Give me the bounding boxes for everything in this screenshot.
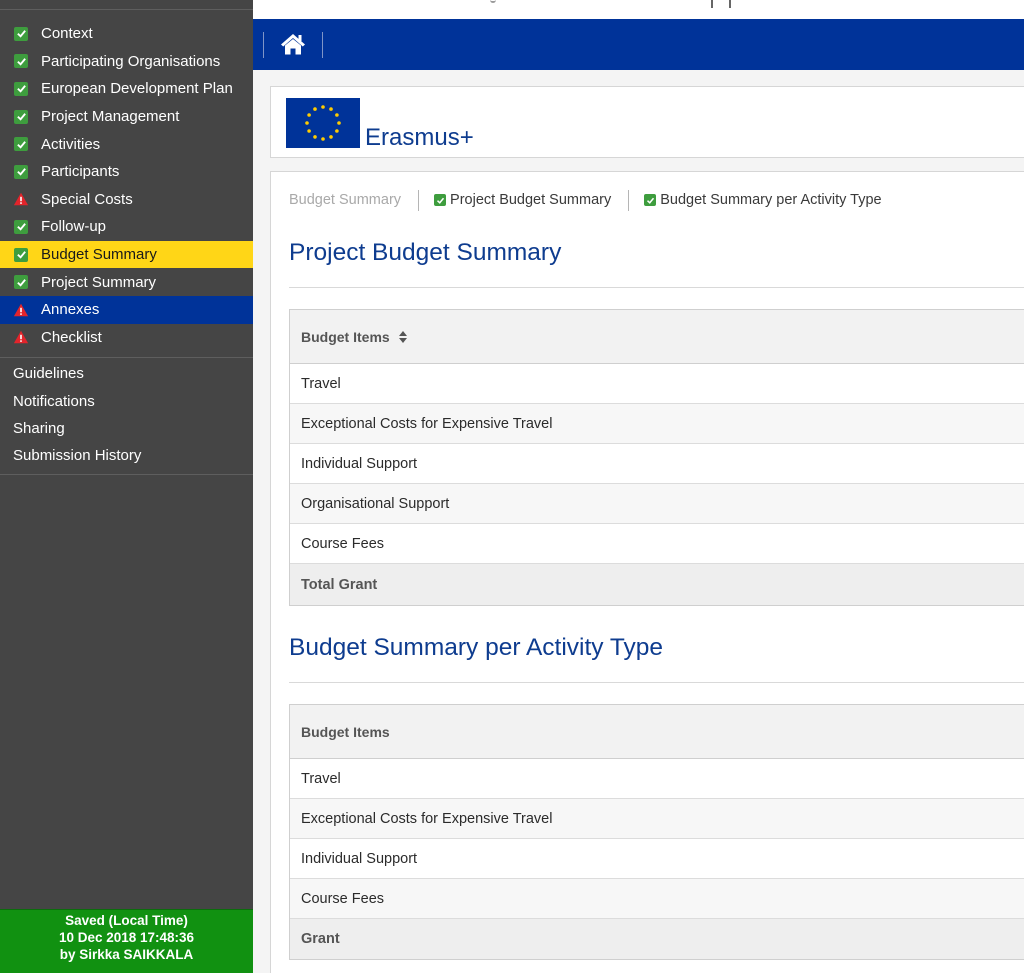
activity-budget-summary-title: Budget Summary per Activity Type	[289, 634, 664, 661]
sidebar-item-activities[interactable]	[0, 130, 253, 158]
sidebar-item-submission-history[interactable]: Submission History	[13, 447, 142, 465]
brand-header	[270, 86, 1024, 158]
sidebar-item-label: Participants	[41, 163, 120, 181]
sidebar-top-divider	[0, 9, 253, 10]
sidebar-item-special-costs[interactable]	[0, 186, 253, 214]
checkmark-icon	[13, 219, 29, 235]
sidebar-item-guidelines[interactable]: Guidelines	[13, 365, 84, 383]
sidebar-item-label: Participating Organisations	[41, 52, 221, 70]
column-header-budget-items[interactable]: Budget Items	[301, 328, 390, 345]
checkmark-icon	[13, 26, 29, 42]
checkmark-icon	[13, 81, 29, 97]
sidebar-divider	[0, 357, 253, 358]
table-row: Individual Support	[290, 444, 1024, 484]
sidebar-item-follow-up[interactable]	[0, 213, 253, 241]
brand-title: Erasmus+	[365, 124, 474, 151]
sidebar-item-label: Follow-up	[41, 218, 107, 236]
saved-status-timestamp: 10 Dec 2018 17:48:36	[58, 930, 195, 945]
table-total-row: Total Grant	[290, 564, 1024, 604]
sidebar-item-label: Project Management	[41, 108, 180, 126]
subnav-link-project-budget-summary[interactable]	[434, 192, 611, 208]
checkmark-icon	[13, 53, 29, 69]
sidebar-item-project-management[interactable]	[0, 103, 253, 131]
table-row: Travel	[290, 364, 1024, 404]
decorative-mark	[711, 0, 713, 8]
sidebar-item-label: Checklist	[41, 328, 102, 346]
sidebar-item-label: Activities	[41, 135, 101, 153]
sidebar-item-notifications[interactable]: Notifications	[13, 392, 95, 410]
sidebar-nav	[0, 20, 253, 351]
sidebar-secondary-nav	[0, 360, 253, 470]
sidebar-item-european-development-plan[interactable]	[0, 75, 253, 103]
table-row: Course Fees	[290, 879, 1024, 919]
saved-status	[0, 909, 253, 973]
subnav-divider	[418, 190, 419, 211]
sidebar-item-label: Project Summary	[41, 273, 157, 291]
column-header-budget-items: Budget Items	[301, 723, 390, 740]
sidebar-item-project-summary[interactable]	[0, 268, 253, 296]
sidebar-item-label: Context	[41, 25, 93, 43]
sidebar-item-label: Special Costs	[41, 190, 133, 208]
checkmark-icon	[434, 194, 446, 206]
sidebar-item-context[interactable]	[0, 20, 253, 48]
sidebar-item-participating-organisations[interactable]	[0, 48, 253, 76]
section-subnav	[289, 189, 882, 211]
subnav-link-label: Budget Summary per Activity Type	[660, 192, 882, 208]
sidebar-item-label: Budget Summary	[41, 246, 157, 264]
checkmark-icon	[13, 164, 29, 180]
top-navigation-bar	[253, 19, 1024, 70]
decorative-mark	[490, 0, 496, 3]
checkmark-icon	[13, 247, 29, 263]
project-budget-table	[289, 309, 1024, 606]
table-row: Travel	[290, 759, 1024, 799]
subnav-link-budget-summary-per-activity-type[interactable]	[644, 192, 881, 208]
table-header	[290, 705, 1024, 759]
content-panel	[270, 171, 1024, 973]
sidebar-item-label: European Development Plan	[41, 80, 233, 98]
warning-icon	[13, 191, 29, 207]
project-budget-summary-title: Project Budget Summary	[289, 239, 562, 266]
sidebar-item-annexes[interactable]	[0, 296, 253, 324]
decorative-mark	[729, 0, 731, 8]
sidebar-item-participants[interactable]	[0, 158, 253, 186]
toolbar-divider	[322, 32, 323, 58]
table-header	[290, 310, 1024, 364]
activity-budget-table	[289, 704, 1024, 960]
sidebar-item-sharing[interactable]: Sharing	[13, 419, 65, 437]
sidebar-item-label: Annexes	[41, 301, 100, 319]
saved-status-user: by Sirkka SAIKKALA	[59, 947, 194, 962]
section-divider	[289, 287, 1024, 288]
table-row: Course Fees	[290, 524, 1024, 564]
table-row: Exceptional Costs for Expensive Travel	[290, 404, 1024, 444]
checkmark-icon	[13, 109, 29, 125]
home-icon[interactable]	[280, 32, 306, 56]
checkmark-icon	[13, 136, 29, 152]
table-row: Individual Support	[290, 839, 1024, 879]
section-divider	[289, 682, 1024, 683]
sidebar-item-budget-summary[interactable]	[0, 241, 253, 269]
warning-icon	[13, 302, 29, 318]
table-row: Organisational Support	[290, 484, 1024, 524]
table-row: Exceptional Costs for Expensive Travel	[290, 799, 1024, 839]
sidebar-item-checklist[interactable]	[0, 324, 253, 352]
subnav-link-label: Project Budget Summary	[450, 192, 612, 208]
warning-icon	[13, 329, 29, 345]
subnav-divider	[628, 190, 629, 211]
top-strip	[253, 0, 1024, 19]
sidebar	[0, 0, 253, 973]
table-total-row: Grant	[290, 919, 1024, 959]
sort-icon[interactable]	[398, 330, 408, 344]
checkmark-icon	[644, 194, 656, 206]
saved-status-label: Saved (Local Time)	[65, 913, 188, 928]
sidebar-divider	[0, 474, 253, 475]
subnav-current: Budget Summary	[289, 192, 402, 208]
eu-flag-icon	[286, 98, 360, 148]
toolbar-divider	[263, 32, 264, 58]
checkmark-icon	[13, 274, 29, 290]
